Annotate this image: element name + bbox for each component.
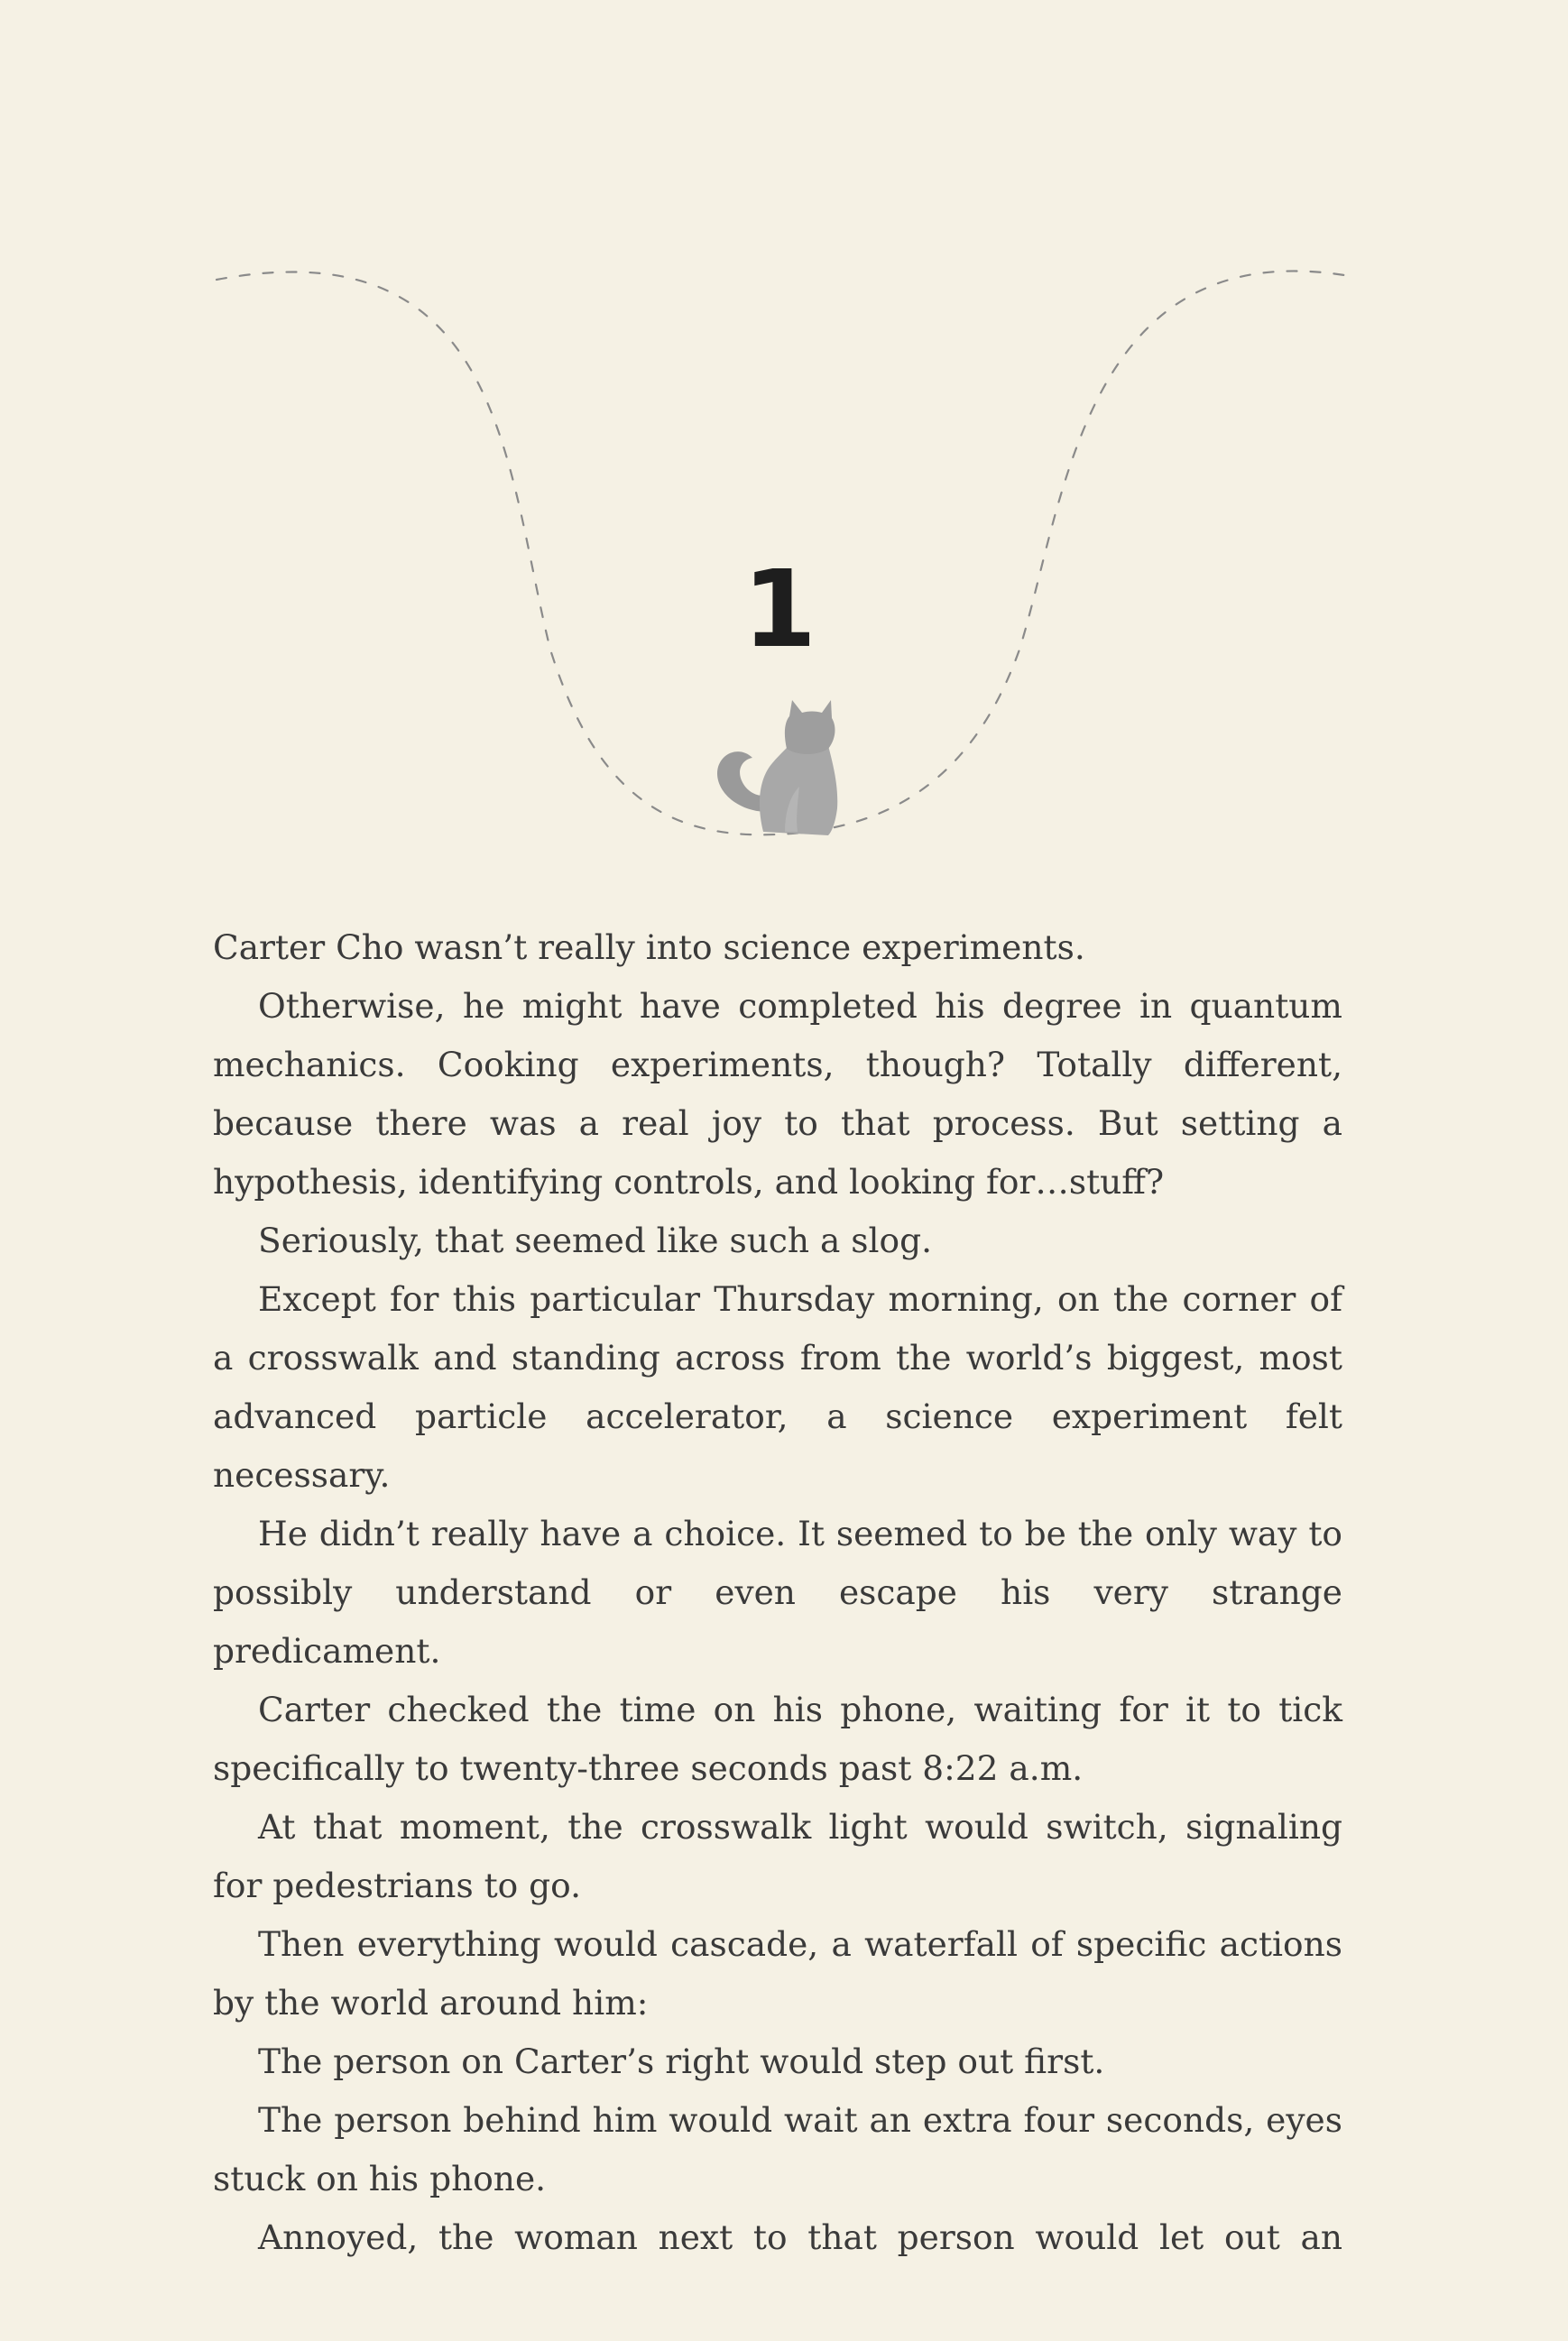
paragraph: The person on Carter’s right would step out first. bbox=[258, 2041, 1105, 2081]
paragraph: Then everything would cascade, a waterfall of specific actions by the world around him: bbox=[213, 1924, 1342, 2023]
cat-silhouette-icon bbox=[717, 700, 837, 835]
paragraph: Carter checked the time on his phone, waiting for it to tick specifically to twenty-three seconds past 8:22 a.m. bbox=[213, 1690, 1342, 1788]
paragraph: The person behind him would wait an extra four seconds, eyes stuck on his phone. bbox=[213, 2100, 1342, 2198]
paragraph: Otherwise, he might have completed his degree in quantum mechanics. Cooking experiments, though? Totally different, because there was a real joy to that process. But setting a hypothesis, identifying controls, and looking for…stuff? bbox=[213, 986, 1342, 1202]
paragraph: At that moment, the crosswalk light would switch, signaling for pedestrians to go. bbox=[213, 1807, 1342, 1905]
paragraph: Annoyed, the woman next to that person would let out an bbox=[258, 2217, 1342, 2257]
chapter-ornament bbox=[0, 0, 1568, 902]
paragraph: Seriously, that seemed like such a slog. bbox=[258, 1221, 932, 1260]
paragraph: Carter Cho wasn’t really into science experiments. bbox=[213, 927, 1085, 967]
chapter-body-text bbox=[213, 918, 1342, 2267]
chapter-number: 1 bbox=[742, 547, 817, 671]
paragraph: He didn’t really have a choice. It seemed to be the only way to possibly understand or even escape his very strange predicament. bbox=[213, 1514, 1342, 1671]
paragraph: Except for this particular Thursday morning, on the corner of a crosswalk and standing across from the world’s biggest, most advanced particle accelerator, a science experiment felt necessary. bbox=[213, 1279, 1342, 1495]
